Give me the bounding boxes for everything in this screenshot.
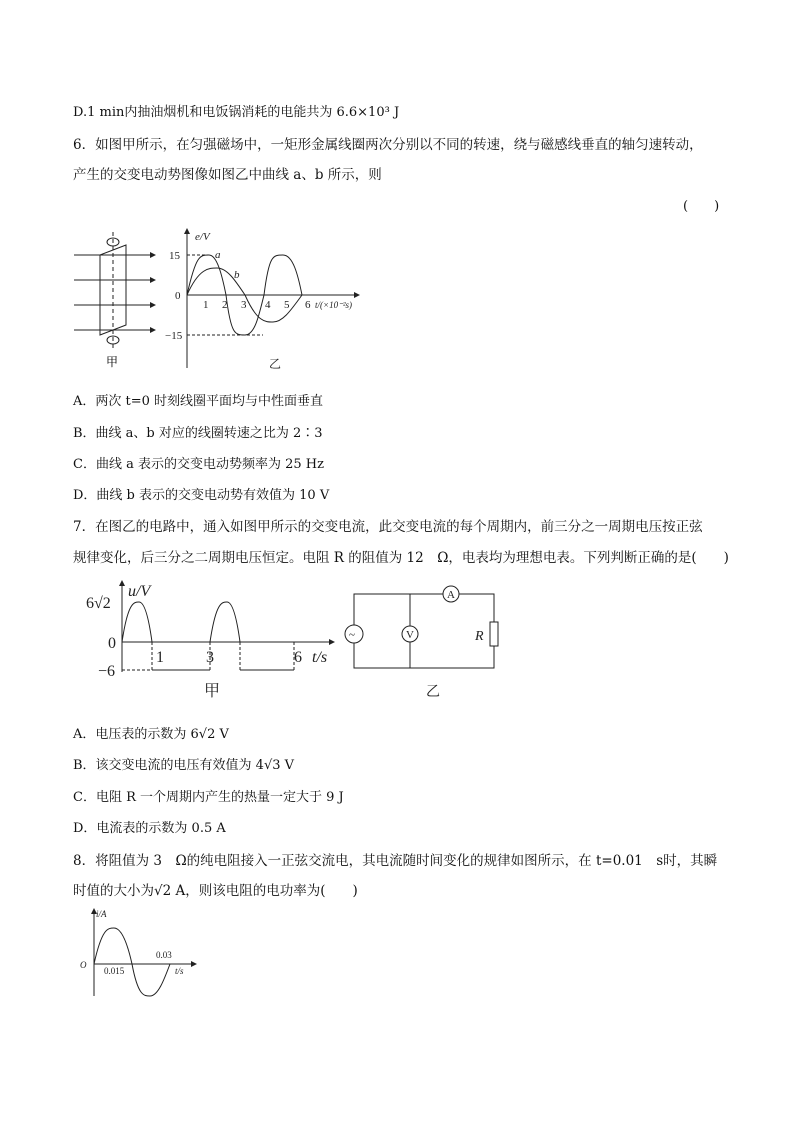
q6-graph-ytick-15: 15 [169, 250, 180, 262]
q6-graph-ytick-0: 0 [175, 290, 181, 302]
q7-graph-label: 甲 [204, 683, 221, 700]
q6-option-a: A．两次 t=0 时刻线圈平面均与中性面垂直 [73, 394, 324, 409]
q7-option-d: D．电流表的示数为 0.5 A [73, 821, 226, 836]
q6-fig-right-label: 乙 [269, 357, 282, 371]
q8-graph-xtick-003: 0.03 [156, 950, 172, 960]
q8-graph-ylabel: i/A [96, 909, 107, 919]
q6-stem-line2: 产生的交变电动势图像如图乙中曲线 a、b 所示，则 [73, 167, 382, 183]
q6-graph-xtick-4: 4 [265, 299, 271, 311]
q6-stem-line1: 6．如图甲所示，在匀强磁场中，一矩形金属线圈两次分别以不同的转速，绕与磁感线垂直的轴匀速转动， [73, 137, 703, 153]
q6-curve-a-label: a [215, 249, 221, 261]
q7-stem-line2: 规律变化，后三分之二周期电压恒定。电阻 R 的阻值为 12 Ω，电表均为理想电表。下列判断正确的是( ) [73, 550, 729, 566]
q7-graph-ytop: 6√2 [86, 595, 111, 612]
q6-graph-xlabel: t/(×10⁻²s) [315, 300, 353, 310]
q6-coil-figure [70, 230, 160, 370]
q6-option-b: B．曲线 a、b 对应的线圈转速之比为 2∶3 [73, 426, 323, 441]
q8-graph-origin: O [80, 960, 87, 970]
q7-resistor-label: R [475, 629, 484, 644]
q6-graph-xtick-3: 3 [241, 299, 247, 311]
q7-option-c: C．电阻 R 一个周期内产生的热量一定大于 9 J [73, 790, 344, 805]
q8-stem-line2: 时值的大小为√2 A，则该电阻的电功率为( ) [73, 883, 358, 899]
q6-graph-xtick-6: 6 [305, 299, 311, 311]
q7-voltmeter-symbol: V [406, 629, 414, 641]
q6-curve-b-label: b [234, 269, 240, 281]
q8-graph-xtick-0015: 0.015 [104, 966, 125, 976]
q8-graph-xlabel: t/s [175, 966, 184, 976]
q6-graph-ytick-neg15: −15 [165, 330, 183, 342]
q7-circuit-diagram [340, 582, 505, 702]
q7-option-b: B．该交变电流的电压有效值为 4√3 V [73, 758, 295, 773]
q7-stem-line1: 7．在图乙的电路中，通入如图甲所示的交变电流，此交变电流的每个周期内，前三分之一周期电压按正弦 [73, 519, 703, 535]
q6-emf-graph [165, 228, 365, 373]
q7-graph-ybottom: −6 [98, 663, 116, 680]
q6-graph-xtick-5: 5 [284, 299, 290, 311]
q8-stem-line1: 8．将阻值为 3 Ω的纯电阻接入一正弦交流电，其电流随时间变化的规律如图所示，在 t=0.01 s时，其瞬 [73, 853, 718, 869]
q7-circuit-label: 乙 [426, 685, 440, 700]
q8-current-graph [76, 908, 201, 998]
q7-graph-yzero: 0 [108, 635, 116, 652]
q7-ac-source-symbol: ~ [349, 629, 355, 641]
q6-graph-ylabel: e/V [195, 231, 210, 243]
q7-voltage-graph [82, 580, 342, 705]
q7-graph-xtick-6: 6 [294, 649, 302, 666]
prev-option-d: D.1 min内抽油烟机和电饭锅消耗的电能共为 6.6×10³ J [73, 105, 400, 120]
q7-option-a: A．电压表的示数为 6√2 V [73, 727, 229, 742]
q7-ammeter-symbol: A [447, 589, 455, 601]
q7-graph-xlabel: t/s [312, 649, 328, 666]
q7-graph-xtick-3: 3 [206, 649, 214, 666]
q6-graph-xtick-2: 2 [222, 299, 228, 311]
q6-answer-bracket: ( ) [683, 199, 720, 214]
q6-graph-xtick-1: 1 [203, 299, 209, 311]
q6-option-c: C．曲线 a 表示的交变电动势频率为 25 Hz [73, 457, 324, 472]
q7-graph-ylabel: u/V [128, 583, 151, 600]
q7-graph-xtick-1: 1 [156, 649, 164, 666]
q6-fig-left-label: 甲 [106, 355, 119, 369]
q6-option-d: D．曲线 b 表示的交变电动势有效值为 10 V [73, 488, 330, 503]
